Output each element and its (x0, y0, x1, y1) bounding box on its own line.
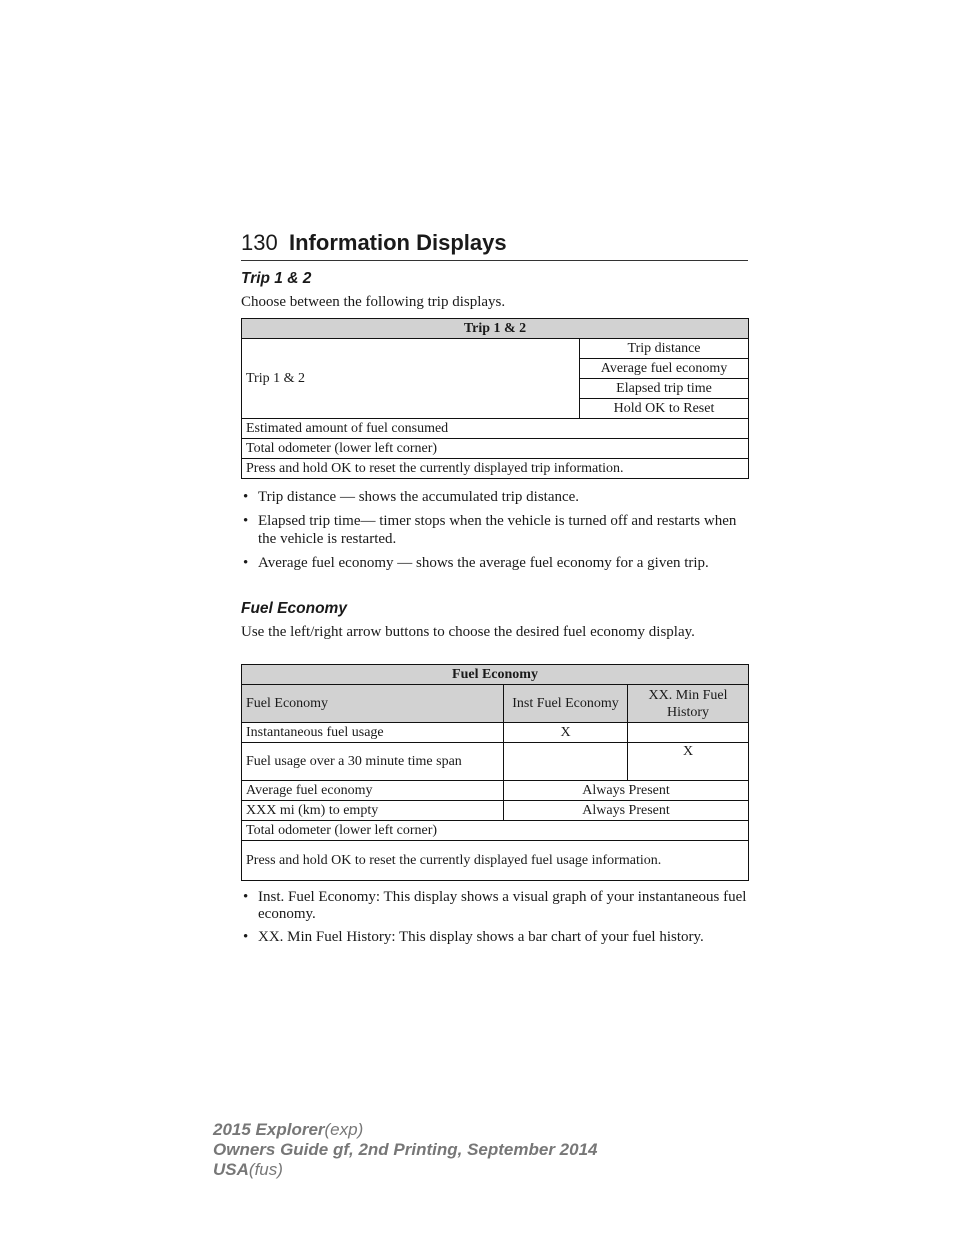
table-row (242, 419, 749, 439)
fuel-col-inst: Inst Fuel Economy (504, 685, 628, 723)
fuel-heading: Fuel Economy (241, 600, 347, 617)
fuel-row-full: Press and hold OK to reset the currently displayed fuel usage information. (242, 841, 749, 881)
fuel-row-inst (504, 743, 628, 781)
trip-option: Elapsed trip time (580, 379, 749, 399)
footer-region-code: (fus) (248, 1160, 283, 1179)
list-item: • Inst. Fuel Economy: This display shows a visual graph of your instantaneous fuel economy. (241, 889, 748, 923)
trip-intro: Choose between the following trip displays. (241, 294, 506, 310)
fuel-table (241, 664, 749, 881)
trip-heading: Trip 1 & 2 (241, 270, 312, 287)
table-row (242, 743, 749, 781)
page-number: 130 (241, 230, 278, 255)
fuel-intro: Use the left/right arrow buttons to choose the desired fuel economy display. (241, 624, 695, 640)
trip-table-title: Trip 1 & 2 (242, 319, 749, 339)
list-item: • XX. Min Fuel History: This display shows a bar chart of your fuel history. (241, 929, 748, 946)
fuel-row-label: Average fuel economy (242, 781, 504, 801)
table-row (242, 723, 749, 743)
table-row (242, 841, 749, 881)
header-rule (241, 260, 748, 261)
footer-model: 2015 Explorer (213, 1120, 325, 1139)
fuel-row-label: Instantaneous fuel usage (242, 723, 504, 743)
fuel-col-label: Fuel Economy (242, 685, 504, 723)
footer-region: USA (213, 1160, 249, 1179)
trip-table (241, 318, 749, 479)
table-row (242, 685, 749, 723)
trip-option: Trip distance (580, 339, 749, 359)
footer-line-guide (213, 1140, 597, 1159)
trip-row-label: Trip 1 & 2 (242, 339, 580, 419)
list-item: • Trip distance — shows the accumulated trip distance. (241, 488, 748, 506)
fuel-row-full: Total odometer (lower left corner) (242, 821, 749, 841)
footer-model-code: (exp) (324, 1120, 364, 1139)
trip-row: Estimated amount of fuel consumed (242, 419, 749, 439)
table-row (242, 781, 749, 801)
trip-row: Press and hold OK to reset the currently displayed trip information. (242, 459, 749, 479)
trip-option: Average fuel economy (580, 359, 749, 379)
fuel-bullets (241, 889, 748, 946)
fuel-table-title-row (242, 665, 749, 685)
trip-option: Hold OK to Reset (580, 399, 749, 419)
list-item: • Average fuel economy — shows the average fuel economy for a given trip. (241, 554, 748, 572)
trip-bullets (241, 488, 748, 572)
table-row (242, 459, 749, 479)
table-row (242, 339, 749, 359)
fuel-row-always: Always Present (504, 801, 749, 821)
table-row (242, 821, 749, 841)
fuel-row-hist (628, 723, 749, 743)
list-item: • Elapsed trip time— timer stops when the vehicle is turned off and restarts when the vehicle is restarted. (241, 512, 748, 548)
fuel-row-hist: X (628, 743, 749, 781)
footer-line-model (213, 1120, 363, 1139)
trip-table-title-row (242, 319, 749, 339)
fuel-row-label: Fuel usage over a 30 minute time span (242, 743, 504, 781)
trip-row: Total odometer (lower left corner) (242, 439, 749, 459)
fuel-table-title: Fuel Economy (242, 665, 749, 685)
footer-line-region (213, 1160, 283, 1179)
fuel-col-hist: XX. Min Fuel History (628, 685, 749, 723)
fuel-row-always: Always Present (504, 781, 749, 801)
fuel-row-inst: X (504, 723, 628, 743)
fuel-row-label: XXX mi (km) to empty (242, 801, 504, 821)
section-title: Information Displays (289, 230, 507, 255)
footer-guide: Owners Guide gf, 2nd Printing, September 2014 (213, 1140, 598, 1159)
table-row (242, 801, 749, 821)
table-row (242, 439, 749, 459)
